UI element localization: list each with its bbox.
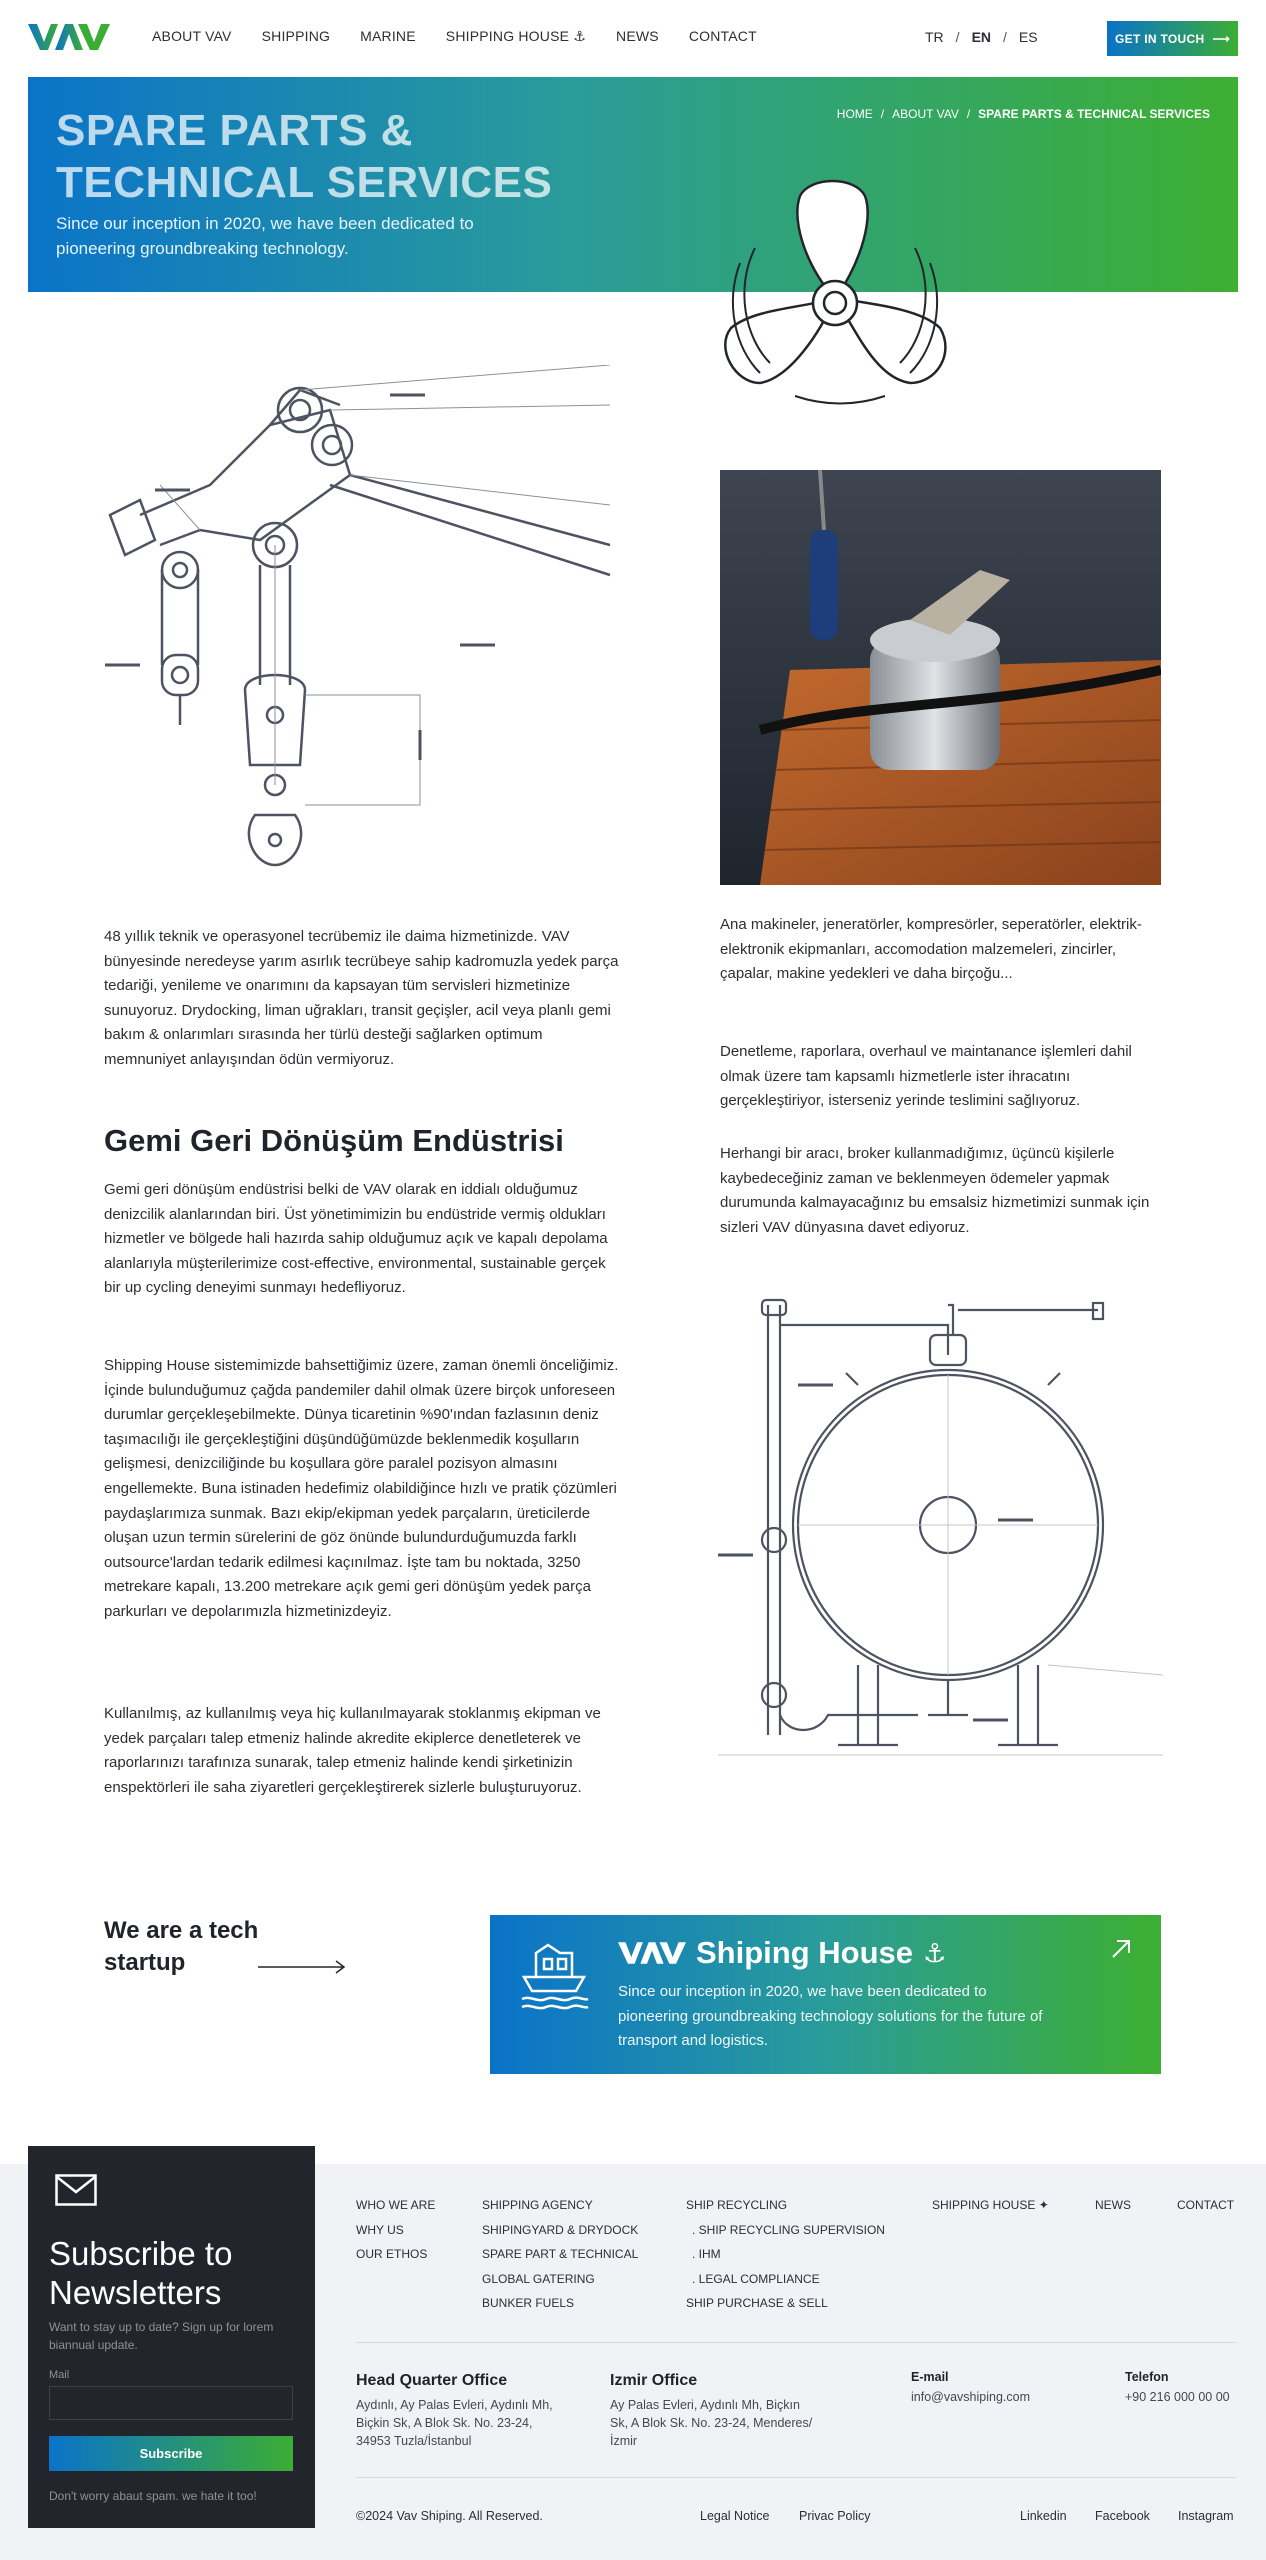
house-boat-icon	[518, 1941, 590, 2013]
newsletter-title: Subscribe to Newsletters	[49, 2235, 233, 2311]
vav-logo[interactable]	[28, 22, 110, 52]
get-in-touch-label: GET IN TOUCH	[1115, 31, 1205, 46]
nav-about[interactable]: ABOUT VAV	[152, 28, 232, 44]
footer-link-why-us[interactable]: WHY US	[356, 2222, 404, 2237]
invite-paragraph: Herhangi bir aracı, broker kullanmadığımız, üçüncü kişilerle kaybedeceğiniz zaman ve beklenmeyen ödemeler yapmak durumunda kalmayacağınız bu emsalsiz hizmetimizi sunmak için sizleri VAV dünyasına davet ediyoruz.	[720, 1145, 1150, 1236]
newsletter-panel	[28, 2146, 315, 2528]
language-switcher	[925, 29, 1038, 45]
nav-shipping[interactable]: SHIPPING	[261, 28, 331, 44]
izmir-title: Izmir Office	[610, 2372, 698, 2389]
site-header	[0, 0, 1266, 77]
footer-col-recycling	[686, 2198, 885, 2321]
vav-logo-white	[618, 1940, 686, 1966]
startup-tagline: We are a tech startup	[104, 1917, 259, 1976]
footer-link-bunker-fuels[interactable]: BUNKER FUELS	[482, 2296, 575, 2310]
page-title: SPARE PARTS & TECHNICAL SERVICES	[56, 106, 553, 207]
breadcrumb-current: SPARE PARTS & TECHNICAL SERVICES	[978, 107, 1210, 121]
legal-notice-link[interactable]: Legal Notice	[700, 2509, 770, 2523]
footer-divider	[356, 2477, 1237, 2478]
winch-photo	[720, 470, 1161, 885]
intro-paragraph: 48 yıllık teknik ve operasyonel tecrübemiz ile daima hizmetinizde. VAV bünyesinde neredeyse yarım asırlık tecrübeye sahip kadromuzla yedek parça tedariği, yenileme ve onarımını da kapsayan tüm servisleri hizmetinize sunuyoruz. Drydocking, liman uğrakları, transit geçişler, acil veya planlı gemi bakım & onlarımları sırasında her türlü desteği sağlarken optimum memnuniyet anlayışından ödün vermiyoruz.	[104, 928, 619, 1068]
recycling-paragraph-2: Shipping House sistemimizde bahsettiğimiz üzere, zaman önemli önceliğimiz. İçinde bulunduğumuz çağda pandemiler dahil olmak üzere birçok unforeseen durumlar gerçekleşebilmekte. Dünya ticaretinin %90'ından fazlasının deniz taşımacılığı ile gerçekleştiğini düşündüğümüzde beklenmedik koşulların gelişmesi, denizciliğinde bu koşullara göre paralel pozisyon almasını engellemekte. Buna istinaden hedefimiz olabildiğince hızlı ve pratik çözümleri paydaşlarımıza sunmak. Bazı ekip/ekipman yedek parçaların, üreticilerde oluşan uzun termin sürelerini de göz önünde bulundurduğumuzda farklı outsource'lardan tedarik edilmesi kaçınılmaz. İşte tam bu noktada, 3250 metrekare kapalı, 13.200 metrekare açık gemi geri dönüşüm yedek parça parkurları ve depolarımızla hizmetinizdeyiz.	[104, 1357, 619, 1620]
footer-link-news[interactable]: NEWS	[1095, 2198, 1131, 2212]
nav-marine[interactable]: MARINE	[360, 28, 416, 44]
phone-value[interactable]: +90 216 000 00 00	[1125, 2390, 1230, 2404]
propeller-illustration	[715, 178, 955, 408]
equipment-paragraph: Ana makineler, jeneratörler, kompresörler, seperatörler, elektrik- elektronik ekipmanları, accomodation malzemeleri, zincirler, çapalar, makine yedekleri ve daha birçoğu...	[720, 916, 1142, 983]
footer-divider	[356, 2342, 1237, 2343]
footer-col-shipping	[482, 2198, 638, 2321]
recycling-paragraph-3: Kullanılmış, az kullanılmış veya hiç kullanılmayarak stoklanmış ekipman ve yedek parçaları talep etmeniz halinde akredite ekiplerce denetleterek ve raporlarınızı tarafınıza sunarak, talep etmeniz halinde kendi şirketinizin enspektörleri ile saha ziyaretleri gerçekleştirerek sizlerle buluşturuyoruz.	[104, 1705, 601, 1796]
hero-banner	[28, 77, 1238, 292]
nav-shipping-house[interactable]: SHIPPING HOUSE ⚓	[445, 28, 587, 44]
breadcrumb-home[interactable]: HOME	[836, 107, 873, 121]
breadcrumb-about[interactable]: ABOUT VAV	[892, 107, 959, 121]
facebook-link[interactable]: Facebook	[1095, 2509, 1150, 2523]
crane-illustration	[100, 365, 630, 880]
footer-link-purchase-sell[interactable]: SHIP PURCHASE & SELL	[686, 2296, 828, 2310]
footer-col-contact	[1177, 2198, 1234, 2223]
get-in-touch-button[interactable]	[1107, 21, 1238, 56]
linkedin-link[interactable]: Linkedin	[1020, 2509, 1067, 2523]
footer-link-legal-compliance[interactable]: . LEGAL COMPLIANCE	[686, 2272, 885, 2297]
spam-note: Don't worry abaut spam. we hate it too!	[49, 2489, 257, 2503]
footer-link-recycling-supervision[interactable]: . SHIP RECYCLING SUPERVISION	[686, 2223, 885, 2248]
footer-link-ihm[interactable]: . IHM	[686, 2247, 885, 2272]
newsletter-subtitle: Want to stay up to date? Sign up for lorem biannual update.	[49, 2320, 274, 2352]
lang-separator: /	[955, 29, 960, 45]
lang-separator: /	[1003, 29, 1007, 45]
footer-link-contact[interactable]: CONTACT	[1177, 2198, 1235, 2212]
envelope-icon	[55, 2174, 97, 2206]
hq-office	[356, 2372, 566, 2450]
mail-input[interactable]	[49, 2386, 293, 2420]
footer-link-shipping-house[interactable]: SHIPPING HOUSE ✦	[932, 2198, 1049, 2212]
services-paragraph: Denetleme, raporlara, overhaul ve maintanance işlemleri dahil olmak üzere tam kapsamlı hizmetlerle ister ihracatını gerçekleştiriyor, isterseniz yerinde teslimini sağlıyoruz.	[720, 1043, 1132, 1110]
anchor-icon: ⚓	[923, 1937, 947, 1968]
tank-illustration	[718, 1295, 1163, 1765]
footer-link-our-ethos[interactable]: OUR ETHOS	[356, 2247, 428, 2261]
phone-contact	[1125, 2370, 1266, 2406]
instagram-link[interactable]: Instagram	[1178, 2509, 1234, 2523]
lang-es[interactable]: ES	[1018, 29, 1038, 45]
hero-subtitle: Since our inception in 2020, we have been dedicated to pioneering groundbreaking technology.	[56, 214, 474, 258]
subscribe-button[interactable]: Subscribe	[49, 2436, 293, 2471]
footer-link-who-we-are[interactable]: WHO WE ARE	[356, 2198, 436, 2212]
hq-address: Aydınlı, Ay Palas Evleri, Aydınlı Mh, Biçkin Sk, A Blok Sk. No. 23-24, 34953 Tuzla/İstanbul	[356, 2398, 553, 2448]
footer-col-shipping-house	[932, 2198, 1049, 2223]
footer-link-shipyard[interactable]: SHIPINGYARD & DRYDOCK	[482, 2222, 639, 2237]
nav-contact[interactable]: CONTACT	[688, 28, 757, 44]
footer-link-global-gatering[interactable]: GLOBAL GATERING	[482, 2271, 595, 2286]
shipping-house-title	[618, 1935, 946, 1971]
main-nav	[152, 28, 787, 45]
footer-link-ship-recycling[interactable]: SHIP RECYCLING	[686, 2198, 788, 2212]
recycling-paragraph-1: Gemi geri dönüşüm endüstrisi belki de VAV olarak en iddialı olduğumuz denizcilik alanlarından biri. Üst yönetimimizin bu endüstride vermiş oldukları hizmetler ve bölgede hali hazırda sahip olduğumuz açık ve kapalı depolama alanlarıyla müşterilerimize cost-effective, environmental, sustainable gerçek bir up cycling deneyimi sunmayı hedefliyoruz.	[104, 1181, 608, 1297]
long-arrow-right-icon	[258, 1960, 348, 1974]
hq-title: Head Quarter Office	[356, 2372, 508, 2389]
email-label: E-mail	[911, 2370, 949, 2384]
izmir-office	[610, 2372, 820, 2450]
shipping-house-card[interactable]	[490, 1915, 1161, 2074]
email-contact	[911, 2370, 1121, 2406]
lang-en[interactable]: EN	[971, 29, 992, 45]
recycling-heading: Gemi Geri Dönüşüm Endüstrisi	[104, 1123, 564, 1158]
breadcrumb-separator: /	[880, 107, 885, 121]
breadcrumb	[837, 107, 1210, 121]
arrow-right-icon: ⟶	[1212, 31, 1230, 46]
izmir-address: Ay Palas Evleri, Aydınlı Mh, Biçkın Sk, A Blok Sk. No. 23-24, Menderes/İzmir	[610, 2398, 813, 2448]
email-value[interactable]: info@vavshiping.com	[911, 2390, 1030, 2404]
lang-tr[interactable]: TR	[925, 29, 944, 45]
breadcrumb-separator: /	[966, 107, 971, 121]
privacy-policy-link[interactable]: Privac Policy	[799, 2509, 871, 2523]
copyright: ©2024 Vav Shiping. All Reserved.	[356, 2509, 543, 2523]
footer-link-shipping-agency[interactable]: SHIPPING AGENCY	[482, 2198, 593, 2212]
footer-link-spare-part[interactable]: SPARE PART & TECHNICAL	[482, 2247, 639, 2261]
shipping-house-description: Since our inception in 2020, we have been dedicated to pioneering groundbreaking technology solutions for the future of transport and logistics.	[618, 1983, 1043, 2049]
shipping-house-title-text: Shiping House	[696, 1935, 913, 1970]
phone-label: Telefon	[1125, 2370, 1169, 2384]
mail-label: Mail	[49, 2369, 70, 2381]
footer-col-news	[1095, 2198, 1131, 2223]
footer-col-about	[356, 2198, 435, 2272]
nav-news[interactable]: NEWS	[616, 28, 659, 44]
arrow-up-right-icon[interactable]	[1109, 1937, 1133, 1961]
